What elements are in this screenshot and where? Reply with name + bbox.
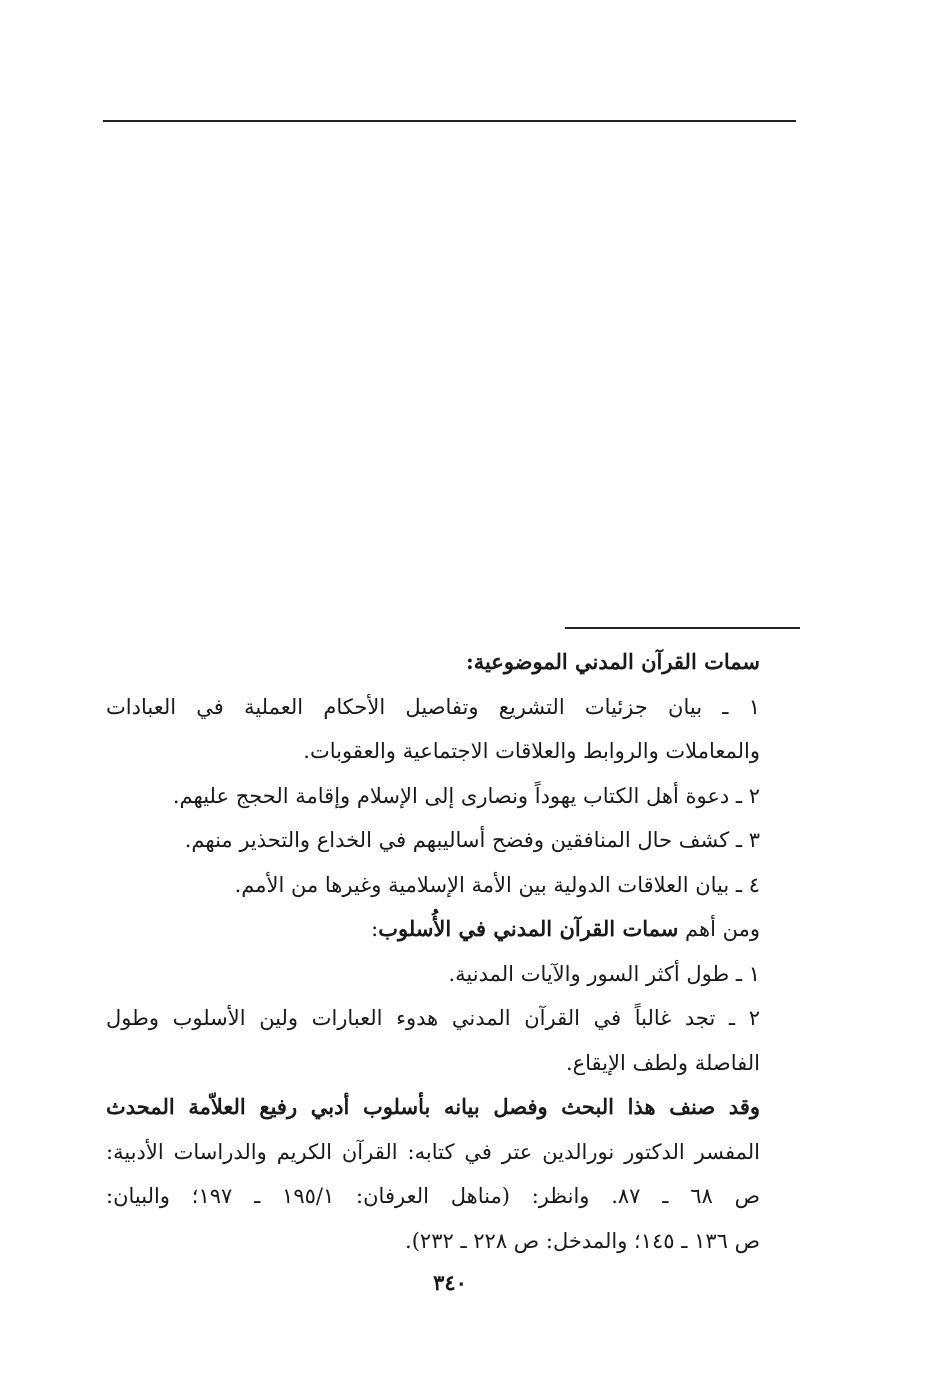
footnote-style-2-line-1: ٢ ـ تجد غالباً في القرآن المدني هدوء العبارات ولين الأسلوب وطول — [106, 1006, 760, 1030]
footnote-item-3: ٣ ـ كشف حال المنافقين وفضح أساليبهم في الخداع والتحذير منهم. — [184, 828, 760, 852]
footnote-item-2: ٢ ـ دعوة أهل الكتاب يهوداً ونصارى إلى الإسلام وإقامة الحجج عليهم. — [172, 783, 760, 808]
footnote-style-2-line-2: الفاصلة ولطف الإيقاع. — [565, 1050, 760, 1075]
heading-style-bold: سمات القرآن المدني في الأُسلوب — [378, 916, 679, 941]
footnote-heading-subject: سمات القرآن المدني الموضوعية: — [465, 649, 760, 674]
page-number: ٣٤٠ — [433, 1270, 467, 1295]
footnote-reference-line-3: ص ٦٨ ـ ٨٧. وانظر: (مناهل العرفان: ١٩٥/١ ـ ١٩٧؛ والبيان: — [106, 1184, 760, 1208]
footnote-style-1: ١ ـ طول أكثر السور والآيات المدنية. — [448, 961, 760, 986]
footnote-reference-line-2: المفسر الدكتور نورالدين عتر في كتابه: القرآن الكريم والدراسات الأدبية: — [106, 1139, 760, 1164]
heading-style-prefix: ومن أهم — [678, 917, 760, 941]
footnote-block — [106, 640, 760, 1263]
footnote-separator — [565, 627, 800, 629]
footnote-reference-line-4: ص ١٣٦ ـ ١٤٥؛ والمدخل: ص ٢٢٨ ـ ٢٣٢). — [405, 1228, 760, 1253]
footnote-item-1-line-2: والمعاملات والروابط والعلاقات الاجتماعية والعقوبات. — [303, 739, 760, 763]
footnote-heading-style — [106, 907, 760, 952]
footnote-item-1-line-1: ١ ـ بيان جزئيات التشريع وتفاصيل الأحكام العملية في العبادات — [106, 694, 760, 719]
heading-style-suffix: : — [371, 917, 379, 941]
footnote-item-4: ٤ ـ بيان العلاقات الدولية بين الأمة الإسلامية وغيرها من الأمم. — [234, 872, 760, 897]
header-rule — [103, 120, 796, 122]
footnote-reference-line-1: وقد صنف هذا البحث وفصل بيانه بأسلوب أدبي رفيع العلاّمة المحدث — [106, 1094, 760, 1119]
